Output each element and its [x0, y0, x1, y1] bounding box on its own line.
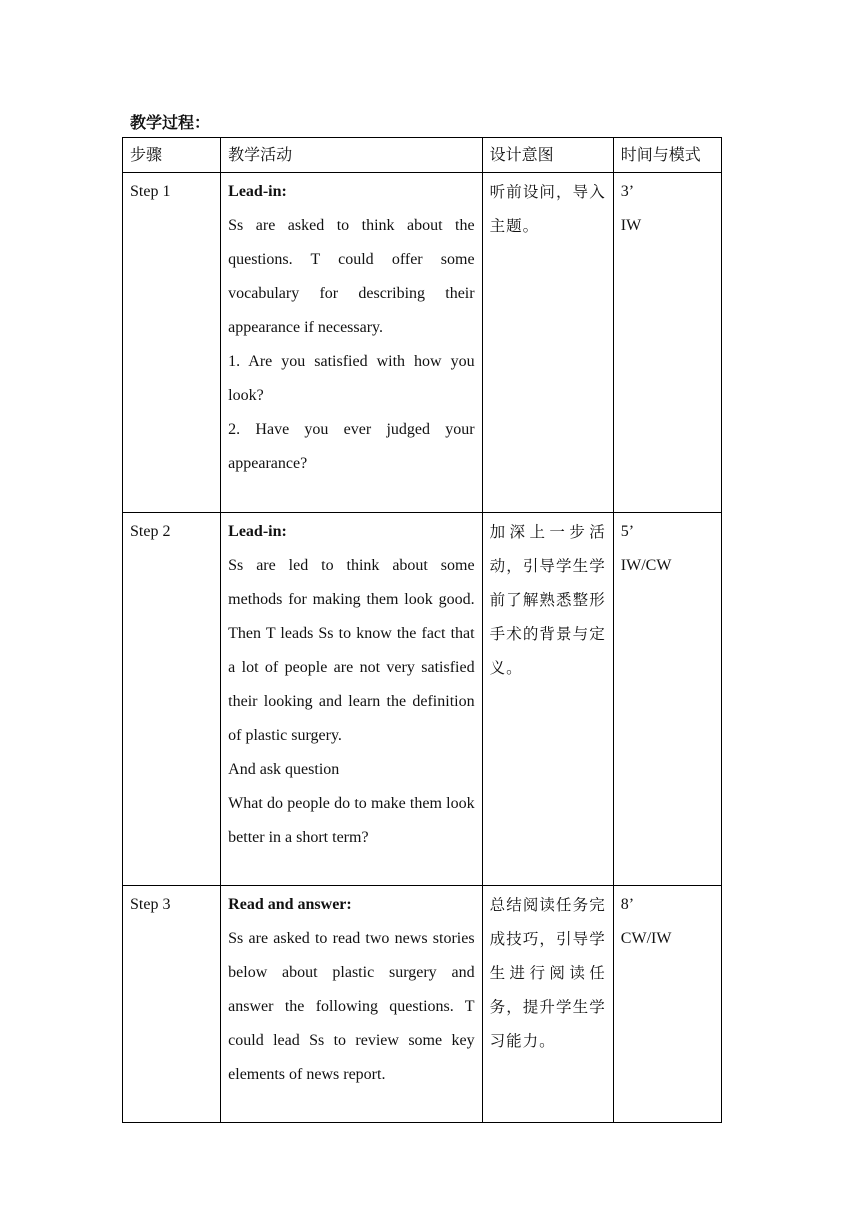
activity-paragraph: What do people do to make them look better in a short term? — [228, 795, 475, 846]
table-row — [123, 886, 722, 1123]
activity-title: Lead-in: — [228, 183, 287, 200]
mode-value: IW — [620, 217, 642, 234]
activity-paragraph: Ss are asked to think about the questions. T could offer some vocabulary for describing their appearance if necessary. — [228, 217, 475, 336]
design-intent: 加深上一步活动，引导学生学前了解熟悉整形手术的背景与定义。 — [489, 523, 606, 677]
time-value: 8’ — [620, 896, 635, 913]
activity-paragraph: Ss are asked to read two news stories below about plastic surgery and answer the following questions. T could lead Ss to review some key elements of news report. — [228, 930, 475, 1083]
step-label: Step 2 — [130, 523, 171, 540]
activity-paragraph: And ask question — [228, 761, 340, 778]
activity-paragraph: Ss are led to think about some methods for making them look good. Then T leads Ss to know the fact that a lot of people are not very satisfied their looking and learn the definition of plastic surgery. — [228, 557, 475, 744]
step-label: Step 1 — [130, 183, 171, 200]
step-label: Step 3 — [130, 896, 171, 913]
table-header-row — [123, 138, 722, 173]
time-value: 5’ — [620, 523, 635, 540]
activity-title: Read and answer: — [228, 896, 352, 913]
activity-paragraph: 2. Have you ever judged your appearance? — [228, 421, 475, 472]
lesson-table — [122, 137, 722, 1123]
header-step: 步骤 — [123, 138, 221, 173]
header-intent: 设计意图 — [482, 138, 613, 173]
table-row — [123, 513, 722, 886]
activity-paragraph: 1. Are you satisfied with how you look? — [228, 353, 475, 404]
design-intent: 总结阅读任务完成技巧，引导学生进行阅读任务，提升学生学习能力。 — [489, 896, 606, 1050]
time-value: 3’ — [620, 183, 635, 200]
mode-value: CW/IW — [620, 930, 672, 947]
table-row — [123, 173, 722, 513]
design-intent: 听前设问，导入主题。 — [489, 183, 606, 235]
mode-value: IW/CW — [620, 557, 672, 574]
header-activity: 教学活动 — [221, 138, 482, 173]
header-time: 时间与模式 — [613, 138, 721, 173]
section-title: 教学过程： — [130, 113, 211, 132]
activity-title: Lead-in: — [228, 523, 287, 540]
